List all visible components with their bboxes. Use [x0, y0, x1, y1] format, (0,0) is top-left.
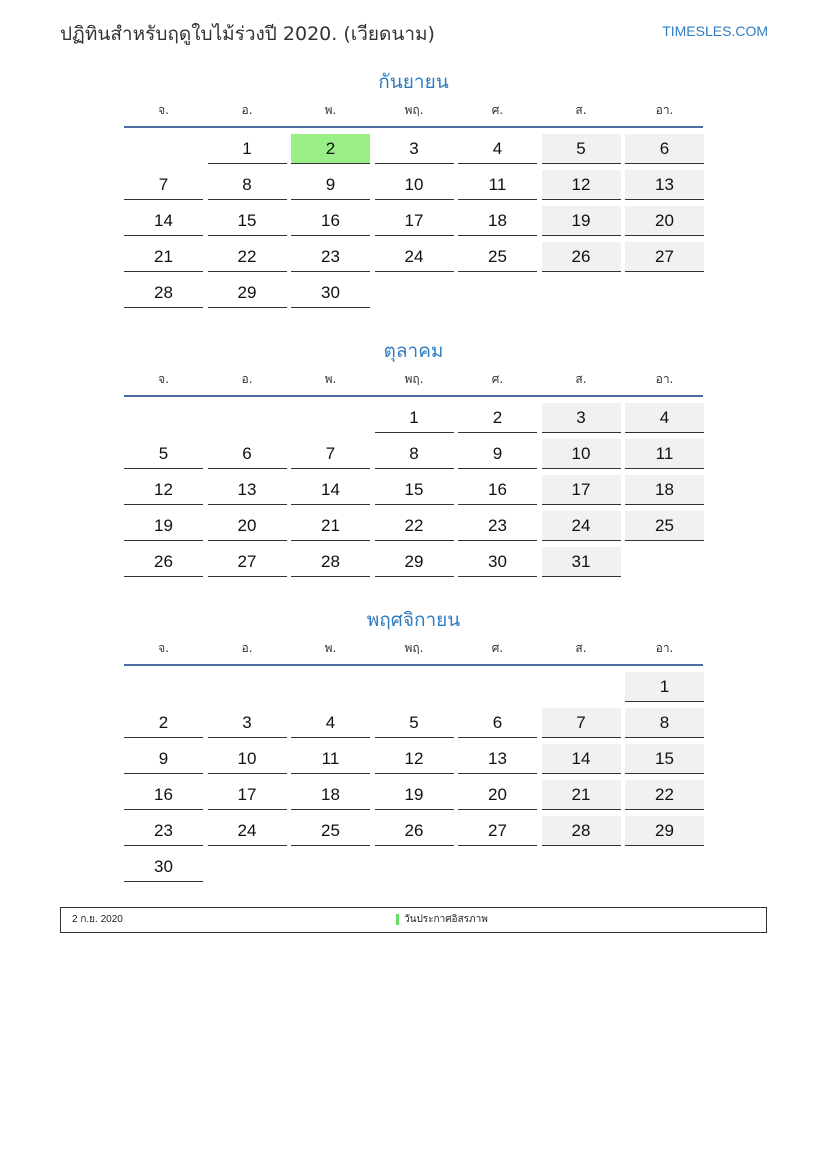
day-cell: 28: [542, 816, 621, 846]
day-cell: 6: [625, 134, 704, 164]
weekday-label: อ.: [241, 641, 253, 655]
day-cell: 25: [625, 511, 704, 541]
day-cell: 17: [542, 475, 621, 505]
day-cell: 23: [124, 816, 203, 846]
day-cell: 14: [542, 744, 621, 774]
day-cell: 13: [625, 170, 704, 200]
day-cell: 1: [375, 403, 454, 433]
day-cell: 1: [625, 672, 704, 702]
day-cell: 20: [458, 780, 537, 810]
day-cell: 4: [291, 708, 370, 738]
weekday-label: อา.: [655, 103, 674, 117]
day-cell: 12: [124, 475, 203, 505]
weekday-label: อา.: [655, 372, 674, 386]
weekday-label: ส.: [575, 641, 587, 655]
legend-event-name: วันประกาศอิสรภาพ: [404, 914, 488, 925]
day-grid: [124, 397, 703, 583]
day-cell: 10: [542, 439, 621, 469]
weekday-label: พ.: [324, 372, 337, 386]
day-cell: 4: [625, 403, 704, 433]
day-cell: 7: [291, 439, 370, 469]
day-cell: 9: [458, 439, 537, 469]
day-cell: 2: [124, 708, 203, 738]
day-cell: 31: [542, 547, 621, 577]
day-cell: 4: [458, 134, 537, 164]
day-cell: 15: [208, 206, 287, 236]
day-cell: 15: [375, 475, 454, 505]
month-block: [124, 606, 703, 888]
day-cell: 24: [208, 816, 287, 846]
month-name: ตุลาคม: [383, 340, 444, 362]
day-cell: 15: [625, 744, 704, 774]
day-cell: 20: [208, 511, 287, 541]
day-cell: 11: [625, 439, 704, 469]
weekday-label: พฤ.: [404, 103, 424, 117]
weekday-label: จ.: [158, 641, 169, 655]
day-cell: 22: [625, 780, 704, 810]
day-cell: 9: [291, 170, 370, 200]
day-cell: 18: [625, 475, 704, 505]
day-cell: 26: [542, 242, 621, 272]
day-cell: 12: [542, 170, 621, 200]
day-cell: 6: [208, 439, 287, 469]
day-grid: [124, 666, 703, 888]
day-cell: 16: [291, 206, 370, 236]
day-cell: 6: [458, 708, 537, 738]
day-cell: 11: [458, 170, 537, 200]
day-cell: 14: [291, 475, 370, 505]
day-cell: 5: [542, 134, 621, 164]
day-cell: 16: [458, 475, 537, 505]
day-cell: 27: [208, 547, 287, 577]
day-cell: 25: [291, 816, 370, 846]
day-cell: 19: [542, 206, 621, 236]
weekday-label: พ.: [324, 103, 337, 117]
day-cell: 1: [208, 134, 287, 164]
day-cell: 7: [124, 170, 203, 200]
weekday-label: ศ.: [491, 103, 504, 117]
day-cell: 5: [124, 439, 203, 469]
weekday-label: ส.: [575, 372, 587, 386]
day-cell: 5: [375, 708, 454, 738]
day-cell: 26: [375, 816, 454, 846]
day-cell: 29: [208, 278, 287, 308]
day-cell: 26: [124, 547, 203, 577]
weekday-label: ศ.: [491, 372, 504, 386]
day-cell: 13: [208, 475, 287, 505]
weekday-label: พฤ.: [404, 372, 424, 386]
weekday-header: [124, 634, 703, 666]
weekday-label: อ.: [241, 103, 253, 117]
day-cell: 27: [625, 242, 704, 272]
day-cell: 21: [542, 780, 621, 810]
legend-date: 2 ก.ย. 2020: [72, 914, 123, 925]
day-cell: 8: [625, 708, 704, 738]
weekday-label: ส.: [575, 103, 587, 117]
legend-color-marker: [396, 914, 399, 925]
day-cell: 17: [208, 780, 287, 810]
weekday-label: ศ.: [491, 641, 504, 655]
day-cell: 24: [542, 511, 621, 541]
holiday-legend: [60, 907, 767, 933]
day-cell: 3: [208, 708, 287, 738]
weekday-header: [124, 365, 703, 397]
day-cell: 9: [124, 744, 203, 774]
day-cell: 10: [375, 170, 454, 200]
day-cell: 23: [291, 242, 370, 272]
day-cell: 21: [291, 511, 370, 541]
day-cell: 30: [124, 852, 203, 882]
day-cell: 19: [375, 780, 454, 810]
day-cell: 25: [458, 242, 537, 272]
day-cell: 21: [124, 242, 203, 272]
day-cell: 10: [208, 744, 287, 774]
weekday-label: พฤ.: [404, 641, 424, 655]
weekday-label: อา.: [655, 641, 674, 655]
day-cell: 19: [124, 511, 203, 541]
day-cell: 7: [542, 708, 621, 738]
weekday-label: จ.: [158, 372, 169, 386]
day-cell: 14: [124, 206, 203, 236]
day-cell: 28: [291, 547, 370, 577]
day-cell: 20: [625, 206, 704, 236]
day-cell: 30: [291, 278, 370, 308]
day-cell: 16: [124, 780, 203, 810]
page-title: ปฏิทินสำหรับฤดูใบไม้ร่วงปี 2020. (เวียดนาม): [60, 23, 435, 45]
day-cell: 22: [208, 242, 287, 272]
day-cell: 8: [375, 439, 454, 469]
day-cell-holiday: 2: [291, 134, 370, 164]
day-cell: 8: [208, 170, 287, 200]
day-cell: 17: [375, 206, 454, 236]
month-block: [124, 337, 703, 583]
day-cell: 22: [375, 511, 454, 541]
day-cell: 27: [458, 816, 537, 846]
day-cell: 18: [458, 206, 537, 236]
weekday-header: [124, 96, 703, 128]
month-block: [124, 68, 703, 314]
day-cell: 13: [458, 744, 537, 774]
day-cell: 28: [124, 278, 203, 308]
site-link[interactable]: TIMESLES.COM: [662, 23, 768, 39]
weekday-label: อ.: [241, 372, 253, 386]
month-name: กันยายน: [378, 71, 449, 93]
month-name: พฤศจิกายน: [366, 609, 461, 631]
day-cell: 11: [291, 744, 370, 774]
day-cell: 2: [458, 403, 537, 433]
day-cell: 3: [542, 403, 621, 433]
day-grid: [124, 128, 703, 314]
day-cell: 12: [375, 744, 454, 774]
day-cell: 29: [375, 547, 454, 577]
day-cell: 24: [375, 242, 454, 272]
weekday-label: จ.: [158, 103, 169, 117]
day-cell: 29: [625, 816, 704, 846]
day-cell: 3: [375, 134, 454, 164]
day-cell: 18: [291, 780, 370, 810]
day-cell: 30: [458, 547, 537, 577]
weekday-label: พ.: [324, 641, 337, 655]
day-cell: 23: [458, 511, 537, 541]
